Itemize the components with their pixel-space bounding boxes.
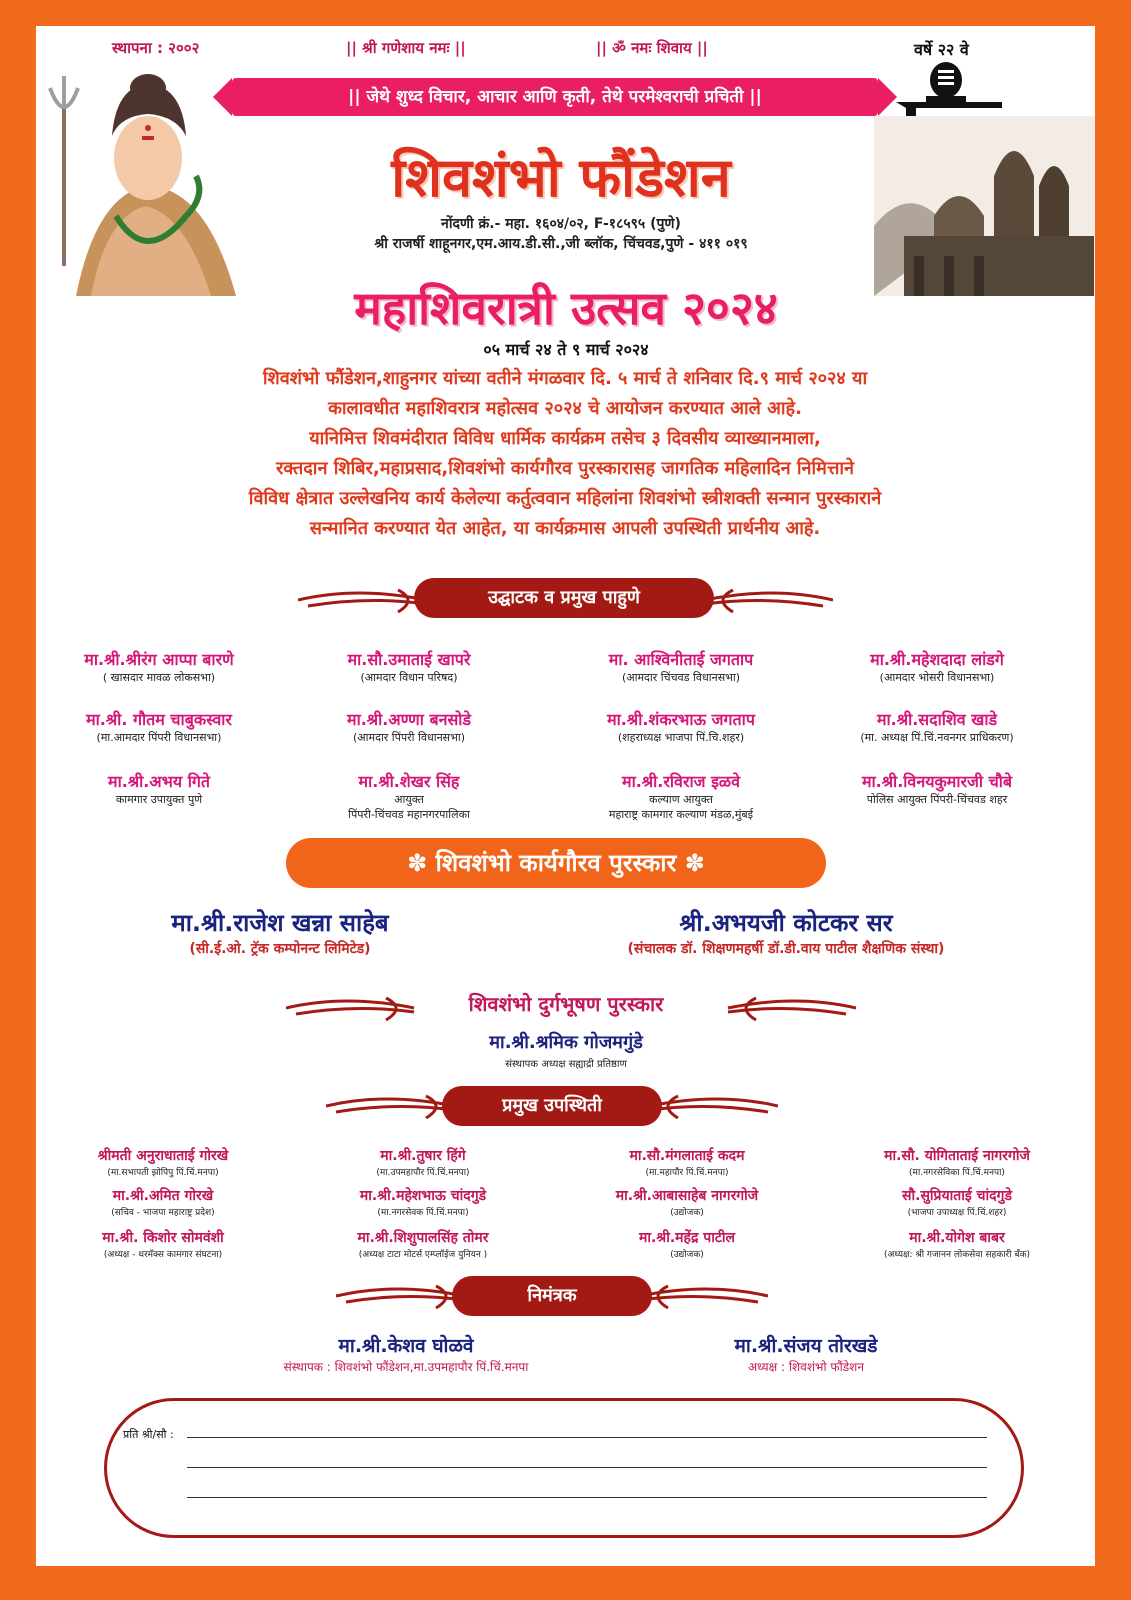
presence-heading: प्रमुख उपस्थिती xyxy=(442,1086,662,1126)
guest-role: आयुक्त xyxy=(394,793,424,806)
ornament-right-icon xyxy=(638,1282,768,1310)
presence-card xyxy=(38,1146,288,1178)
presence-card xyxy=(38,1228,288,1260)
inviter-card xyxy=(656,1332,956,1375)
presence-role: (भाजपा उपाध्यक्ष पिं.चिं.शहर) xyxy=(907,1208,1007,1218)
guest-name: मा.श्री. गौतम चाबुकस्वार xyxy=(86,710,232,729)
guest-name: मा.श्री.महेशदादा लांडगे xyxy=(870,650,1004,669)
shivling-icon xyxy=(886,62,1006,122)
presence-role: (मा.नगरसेविका पिं.चिं.मनपा) xyxy=(909,1168,1005,1178)
presence-card xyxy=(298,1228,548,1260)
tagline-banner: || जेथे शुध्द विचार, आचार आणि कृती, तेथे परमेश्वराची प्रचिती || xyxy=(232,78,878,116)
varsh-text: वर्षे २२ वे xyxy=(914,40,969,59)
guest-role: (आमदार विधान परिषद) xyxy=(360,671,458,684)
guest-name: मा.श्री.विनयकुमारजी चौबे xyxy=(861,772,1013,791)
presence-name: मा.श्री.आबासाहेब नागरगोजे xyxy=(615,1188,759,1204)
presence-role: (अध्यक्ष: श्री गजानन लोकसेवा सहकारी बँक) xyxy=(884,1250,1030,1260)
temple-photo xyxy=(874,116,1095,296)
guest-card xyxy=(36,708,284,745)
guest-name: मा.श्री.शेखर सिंह xyxy=(358,772,460,791)
guest-name: मा.श्री.अभय गिते xyxy=(108,772,210,791)
guest-name: मा.श्री.सदाशिव खाडे xyxy=(876,710,998,729)
guest-role: कल्याण आयुक्त xyxy=(649,793,713,806)
awardee-name: मा.श्री.राजेश खन्ना साहेब xyxy=(171,909,389,937)
guest-card xyxy=(556,648,806,685)
presence-card xyxy=(298,1146,548,1178)
awardee-card xyxy=(90,906,470,958)
guest-role: (मा. अध्यक्ष पिं.चिं.नवनगर प्राधिकरण) xyxy=(860,731,1014,744)
presence-name: मा.श्री.अमित गोरखे xyxy=(112,1188,214,1204)
presence-role: (अध्यक्ष - थरमॅक्स कामगार संघटना) xyxy=(103,1250,223,1260)
description-line: विविध क्षेत्रात उल्लेखनिय कार्य केलेल्या कर्तुत्ववान महिलांना शिवशंभो स्त्रीशक्ती सन्मान पुरस्काराने xyxy=(248,488,882,509)
guest-name: मा.श्री.श्रीरंग आप्पा बारणे xyxy=(84,650,234,669)
org-address: श्री राजर्षी शाहूनगर,एम.आय.डी.सी.,जी ब्लॉक, चिंचवड,पुणे - ४११ ०१९ xyxy=(374,236,748,252)
presence-card xyxy=(298,1186,548,1218)
festival-title: महाशिवरात्री उत्सव २०२४ xyxy=(354,281,778,335)
ganesh-invocation: || श्री गणेशाय नमः || xyxy=(346,39,466,57)
presence-role: (मा.उपमहापौर पिं.चिं.मनपा) xyxy=(376,1168,470,1178)
awardee-name: श्री.अभयजी कोटकर सर xyxy=(679,909,893,937)
presence-name: श्रीमती अनुराधाताई गोरखे xyxy=(97,1148,229,1164)
festival-dates: ०५ मार्च २४ ते ९ मार्च २०२४ xyxy=(483,340,649,359)
guest-role: (शहराध्यक्ष भाजपा पिं.चि.शहर) xyxy=(617,731,745,744)
presence-name: मा.श्री. किशोर सोमवंशी xyxy=(102,1230,224,1246)
inviter-role: संस्थापक : शिवशंभो फौंडेशन,मा.उपमहापौर पिं.चिं.मनपा xyxy=(283,1360,529,1374)
presence-card xyxy=(562,1146,812,1178)
presence-name: मा.श्री.शिशुपालसिंह तोमर xyxy=(357,1230,489,1246)
inviter-name: मा.श्री.संजय तोरखडे xyxy=(734,1335,878,1357)
inviter-role: अध्यक्ष : शिवशंभो फौंडेशन xyxy=(748,1360,864,1374)
description-line: शिवशंभो फौंडेशन,शाहुनगर यांच्या वतीने मंगळवार दि. ५ मार्च ते शनिवार दि.९ मार्च २०२४ या xyxy=(262,368,868,389)
recipient-address-box xyxy=(104,1398,1024,1538)
presence-card xyxy=(562,1228,812,1260)
awardee-role: (सी.ई.ओ. ट्रॅक कम्पोनन्ट लिमिटेड) xyxy=(189,941,371,957)
ornament-left-icon xyxy=(286,994,416,1022)
guest-role: (आमदार भोसरी विधानसभा) xyxy=(879,671,995,684)
guest-card xyxy=(812,708,1062,745)
guest-role-line2: पिंपरी-चिंचवड महानगरपालिका xyxy=(348,808,470,821)
guest-name: मा. आश्विनीताई जगताप xyxy=(608,650,754,669)
presence-card xyxy=(832,1228,1082,1260)
guest-card xyxy=(36,648,284,685)
description-line: यानिमित्त शिवमंदीरात विविध धार्मिक कार्यक्रम तसेच ३ दिवसीय व्याख्यानमाला, xyxy=(309,428,821,449)
description-line: कालावधीत महाशिवरात्र महोत्सव २०२४ चे आयोजन करण्यात आले आहे. xyxy=(328,398,802,419)
awardee-role: (संचालक डॉ. शिक्षणमहर्षी डॉ.डी.वाय पाटील शैक्षणिक संस्था) xyxy=(627,941,945,957)
invitation-card xyxy=(36,26,1095,1566)
guest-role-line2: महाराष्ट्र कामगार कल्याण मंडळ,मुंबई xyxy=(608,808,754,821)
durgbhushan-heading: शिवशंभो दुर्गभूषण पुरस्कार xyxy=(468,992,664,1016)
guest-role: कामगार उपायुक्त पुणे xyxy=(115,793,203,806)
guest-role: पोलिस आयुक्त पिंपरी-चिंचवड शहर xyxy=(866,793,1008,806)
sthapana-text: स्थापना : २००२ xyxy=(112,39,200,57)
presence-name: मा.श्री.महेशभाऊ चांदगुडे xyxy=(359,1188,487,1204)
guest-card xyxy=(812,770,1062,807)
org-name: शिवशंभो फौंडेशन xyxy=(391,146,731,209)
presence-card xyxy=(38,1186,288,1218)
guest-role: (मा.आमदार पिंपरी विधानसभा) xyxy=(96,731,222,744)
durgbhushan-awardee: मा.श्री.श्रमिक गोजमगुंडे xyxy=(489,1032,643,1053)
guest-card xyxy=(284,708,534,745)
guest-name: मा.सौ.उमाताई खापरे xyxy=(347,650,471,669)
presence-name: मा.सौ. योगिताताई नागरगोजे xyxy=(884,1148,1030,1164)
recipient-label: प्रति श्री/सौ : xyxy=(123,1428,174,1441)
presence-role: (सचिव - भाजपा महाराष्ट्र प्रदेश) xyxy=(111,1208,215,1218)
guest-name: मा.श्री.शंकरभाऊ जगताप xyxy=(607,710,755,729)
guest-card xyxy=(556,770,806,822)
inviter-name: मा.श्री.केशव घोळवे xyxy=(338,1335,474,1357)
presence-name: मा.श्री.तुषार हिंगे xyxy=(380,1148,466,1164)
ornament-right-icon xyxy=(648,1092,778,1120)
durgbhushan-role: संस्थापक अध्यक्ष सह्याद्री प्रतिष्ठाण xyxy=(505,1059,627,1070)
om-invocation: || ॐ नमः शिवाय || xyxy=(596,39,708,57)
registration-number: नोंदणी क्रं.- महा. १६०४/०२, F-१८५९५ (पुणे) xyxy=(441,216,681,232)
presence-card xyxy=(562,1186,812,1218)
guest-card xyxy=(284,770,534,822)
ornament-left-icon xyxy=(298,586,428,614)
presence-name: सौ.सुप्रियाताई चांदगुडे xyxy=(902,1188,1012,1204)
description-line: रक्तदान शिबिर,महाप्रसाद,शिवशंभो कार्यगौरव पुरस्कारासह जागतिक महिलादिन निमित्ताने xyxy=(275,458,855,479)
awardee-card xyxy=(536,906,1036,958)
presence-name: मा.श्री.महेंद्र पाटील xyxy=(638,1230,736,1246)
guest-card xyxy=(556,708,806,745)
guest-role: (आमदार चिंचवड विधानसभा) xyxy=(621,671,741,684)
presence-role: (उद्योजक) xyxy=(670,1250,704,1260)
inviters-heading: निमंत्रक xyxy=(452,1276,652,1316)
guest-role: (आमदार पिंपरी विधानसभा) xyxy=(353,731,465,744)
presence-name: मा.सौ.मंगलाताई कदम xyxy=(629,1148,745,1164)
guest-card xyxy=(812,648,1062,685)
presence-role: (उद्योजक) xyxy=(670,1208,704,1218)
presence-role: (मा.नगरसेवक पिं.चिं.मनपा) xyxy=(377,1208,469,1218)
karyagaurav-heading: ✽ शिवशंभो कार्यगौरव पुरस्कार ✽ xyxy=(286,838,826,888)
guests-heading: उद्घाटक व प्रमुख पाहुणे xyxy=(414,578,714,618)
presence-role: (अध्यक्ष टाटा मोटर्स एम्प्लॉईज युनियन ) xyxy=(358,1250,488,1260)
presence-name: मा.श्री.योगेश बाबर xyxy=(909,1230,1005,1246)
trishul-icon xyxy=(50,76,78,107)
festival-description xyxy=(80,364,1050,544)
address-line[interactable] xyxy=(187,1467,987,1468)
presence-card xyxy=(832,1146,1082,1178)
address-line[interactable] xyxy=(187,1437,987,1438)
ornament-left-icon xyxy=(326,1092,456,1120)
presence-role: (मा.महापौर पिं.चिं.मनपा) xyxy=(645,1168,729,1178)
guest-role: ( खासदार मावळ लोकसभा) xyxy=(102,671,216,684)
guest-card xyxy=(284,648,534,685)
inviter-card xyxy=(216,1332,596,1375)
address-line[interactable] xyxy=(187,1497,987,1498)
guest-name: मा.श्री.रविराज इळवे xyxy=(622,772,740,791)
ornament-left-icon xyxy=(336,1282,466,1310)
presence-role: (मा.सभापती झोपिपु पिं.चिं.मनपा) xyxy=(107,1168,219,1178)
ornament-right-icon xyxy=(726,994,856,1022)
ornament-right-icon xyxy=(703,586,833,614)
description-line: सन्मानित करण्यात येत आहेत, या कार्यक्रमास आपली उपस्थिती प्रार्थनीय आहे. xyxy=(309,518,821,539)
guest-name: मा.श्री.अण्णा बनसोडे xyxy=(347,710,471,729)
guest-card xyxy=(36,770,284,807)
presence-card xyxy=(832,1186,1082,1218)
